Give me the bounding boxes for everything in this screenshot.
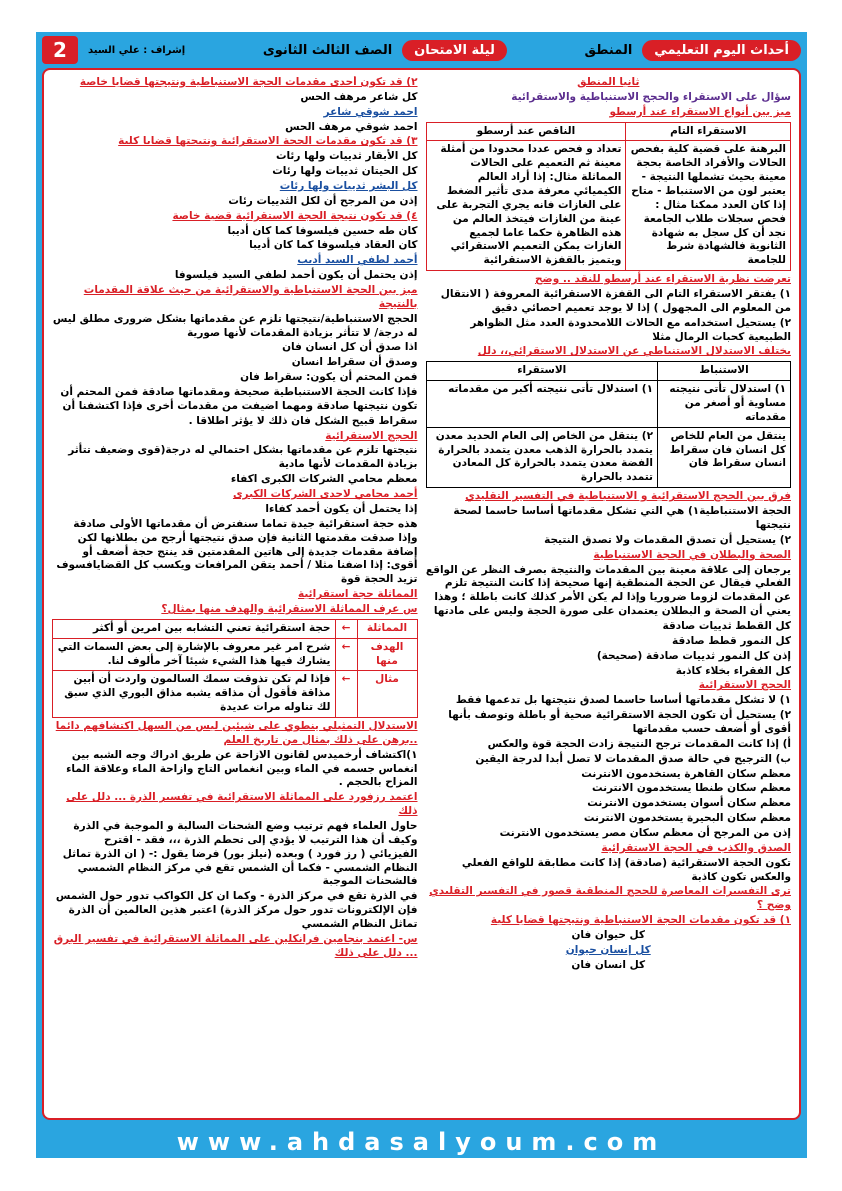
example-line: كل انسان فان	[571, 958, 646, 971]
paragraph: ١)اكتشاف أرخميدس لقانون الازاحة عن طريق ادراك وجه الشبه بين انغماس جسمه في الماء وبين انغماس التاج وازاحة الماء وعلاقة الماء المزاح بالحجم .	[66, 748, 418, 789]
section-subtitle: الحجج الاستقرائية	[325, 429, 418, 442]
example-line: كل القطط ثدييات صادقة	[662, 619, 791, 632]
question-heading: سؤال على الاستقراء والحجج الاستنباطية والاستقرائية	[511, 90, 791, 103]
table-header: الاستنباط	[657, 362, 790, 381]
paragraph: ١) لا تشكل مقدماتها أساسا حاسما لصدق نتيجتها بل تدعمها فقط	[455, 694, 791, 707]
diff2-title: فرق بين الحجج الاستقرائية و الاستنباطية في التفسير التقليدي	[465, 490, 791, 503]
analogy-table	[52, 619, 418, 718]
table-cell: ٢) ينتقل من الخاص إلى العام الحديد معدن يتمدد بالحرارة الذهب معدن يتمدد بالحرارة الفضة معدن يتمدد بالحرارة كل المعادن تتمدد بالحرارة	[426, 427, 657, 487]
paragraph: ب) الترجيح في حالة صدق المقدمات لا تصل أبدا لدرجة اليقين	[475, 752, 791, 765]
paragraph: فإذا كانت الحجة الاستنباطية صحيحة ومقدماتها صادقة فمن المحتم أن تكون نتيجتها صادقة ومهما اضيفت من مقدمات أخرى فإذا اكتشفنا أن	[60, 386, 418, 412]
modern-question: ترى التفسيرات المعاصرة للحجج المنطقية قصور في التفسير التقليدي وضح ؟	[429, 885, 791, 912]
paragraph: في الذرة تقع في مركز الذرة - وكما ان كل الكواكب تدور حول الشمس فإن الإلكترونات تدور حول مركز الذرة) اعتبر هذين العالمين أن الذرة تماثل النظام الشمسي	[55, 890, 418, 930]
paragraph: حاول العلماء فهم ترتيب وضع الشحنات السالبة و الموجبة في الذرة وكيف أن هذا الترتيب لا يؤدي إلى تحطم الذرة ،،، فقد - اقترح الفيزيائي ( رز فورد ) وبعده (نيلز بور) فرضا يقول :- ( ان الذرة تماثل النظام الشمسي - فكما أن الشمس تقع في مركز النظام الشمسي فالشحنات الموجبة	[62, 819, 418, 888]
validity-title: الصحة والبطلان في الحجة الاستنباطية	[593, 548, 791, 561]
example-line: معظم سكان طنطا يستخدمون الانترنت	[591, 782, 791, 795]
paragraph: سقراط قبيح الشكل فان ذلك لا يؤثر اطلاقا .	[188, 414, 418, 427]
arrow-icon: ←	[335, 671, 357, 718]
table-cell: البرهنة على قضية كلية بفحص الحالات والأفراد الخاصة بحجة معينة بحيث تشملها النتيجة - يعتبر لون من الاستنباط - متاح إذا كان العدد ممكنا مثال : فحص سجلات طلاب الجامعة نجد أن كل سجل به شهادة الثانوية فالشهادة شرط للجامعة	[626, 141, 791, 271]
header-left-group	[42, 36, 185, 64]
paragraph: ٢) يستحيل أن تصدق المقدمات ولا تصدق النتيجة	[544, 533, 791, 546]
example-line: إذن من المرجح أن معظم سكان مصر يستخدمون الانترنت	[499, 826, 791, 839]
paragraph: هذه حجة استقرائية جيدة تماما سنفترض أن مقدماتها الأولى صادقة وإذا صدقت مقدمتها الثانية فإن صدق نتيجتها أرجح من بطلانها لكن إضافة مقدمات جديدة إلى هاتين المقدمتين قد ينتج حجة أضعف أو أقوى: إذا اضفنا مثلا / أحمد يتقن المرافعات ويكسب كل القضايافسوف تزيد الحجة قوة	[56, 517, 418, 586]
example-line: إذا يحتمل أن يكون أحمد كفاءا	[265, 502, 418, 515]
exam-night-badge: ليلة الامتحان	[402, 40, 507, 61]
paragraph: تكون الحجة الاستقرائية (صادقة) إذا كانت مطابقة للواقع الفعلي والعكس تكون كاذبة	[461, 856, 791, 883]
example-line: إذن كل النمور ثدييات صادقة (صحيحة)	[596, 649, 791, 662]
example-line: معظم محامي الشركات الكبرى اكفاء	[230, 473, 418, 486]
table-header: الاستقراء التام	[626, 122, 791, 141]
table-header: الاستقراء	[426, 362, 657, 381]
example-line: إذن يحتمل أن يكون أحمد لطفي السيد فيلسوفا	[174, 269, 418, 282]
paragraph: يرجعان إلى علاقة معينة بين المقدمات والنتيجة بصرف النظر عن الواقع الفعلي فيقال عن الحجة المنطقية إنها صحيحة إذا كانت النتيجة تلزم عن المقدمات لزوما ضروريا وإذا لم يكن الأمر كذلك كانت باطلة ؛ وهذا يعني أن الصحة و البطلان يعتمدان على صورة الحجة وليس على مادتها	[425, 563, 791, 618]
right-column	[426, 76, 792, 1112]
subject-label: المنطق	[584, 42, 633, 58]
example-line: كل الفقراء بخلاء كاذبة	[675, 664, 791, 677]
table-cell: ينتقل من العام للخاص كل انسان فان سقراط انسان سقراط فان	[657, 427, 790, 487]
example-line: وصدق أن سقراط انسان	[291, 356, 418, 369]
example-line: معظم سكان أسوان يستخدمون الانترنت	[587, 797, 791, 810]
example-line: كل إنسان حيوان	[565, 943, 651, 956]
example-line: كل شاعر مرهف الحس	[300, 90, 418, 103]
brand-label: أحداث اليوم التعليمي	[642, 40, 801, 61]
example-line: كل حيوان فان	[571, 928, 646, 941]
point-title: ٤) قد تكون نتيجة الحجة الاستقرائية قضية خاصة	[172, 209, 418, 222]
induction-table	[426, 122, 792, 272]
question-title: ميز بين الحجة الاستنباطية والاستقرائية من حيث علاقة المقدمات بالنتيجة	[83, 284, 418, 310]
page-header	[36, 32, 807, 68]
newspaper-page	[36, 32, 807, 1158]
example-line: كان العقاد فيلسوفا كما كان أديبا	[249, 239, 418, 252]
section-subtitle: المماثلة حجة استقرائية	[298, 588, 418, 601]
example-line: إذن من المرجح أن لكل الثدييات رئات	[228, 194, 418, 207]
table-cell: ١) استدلال تأتى نتيجته أكبر من مقدماته	[426, 381, 657, 428]
arrow-icon: ←	[335, 619, 357, 638]
question-title: س- اعتمد بنجامين فرانكلين على المماثلة الاستقرائية في تفسير البرق ... دلل على ذلك	[53, 932, 418, 959]
paragraph: الحجة الاستنباطية١) هي التي تشكل مقدماتها أساسا حاسما لصحة نتيجتها	[453, 505, 791, 531]
supervisor-label: إشراف : علي السيد	[88, 44, 186, 56]
page-number: 2	[42, 36, 78, 64]
paragraph: ١) يفتقر الاستقراء التام الى القفزة الاستقرائية المعروفة ( الانتقال من المعلوم الى المجهول ) إذا لا يوجد تعميم احصائي دقيق	[440, 288, 791, 314]
arrow-icon: ←	[335, 638, 357, 671]
question-title: اعتمد رزفورد على المماثلة الاستقرائية في تفسير الذرة ... دلل على ذلك	[66, 791, 418, 818]
paragraph: ٢) يستحيل استخدامه مع الحالات اللامحدودة العدد مثل الظواهر الطبيعية كحبات الرمال مثلا	[470, 316, 791, 343]
question-title: س عرف المماثلة الاستقرائية والهدف منها بمثال؟	[161, 602, 418, 615]
table-cell: تعداد و فحص عددا محدودا من أمثلة معينة ثم التعميم على الحالات المماثلة مثال: إذا أراد العالم الكيميائي معرفة مدى تأثير الضغط على الغازات فانه يجري التجربة على عينة من الغازات فيتخذ العالم من هذه الظاهرة حكما عاما لجميع الغازات يمكن التعميم الاستقرائي ويتميز بالقفزة الاستقرائية	[426, 141, 626, 271]
example-line: احمد شوقي شاعر	[323, 105, 418, 118]
example-line: كل النمور قطط صادقة	[671, 634, 791, 647]
paragraph: نتيجتها تلزم عن مقدماتها بشكل احتمالي له درجة(قوى وضعيف تتأثر بزيادة المقدمات لأنها مادية	[68, 444, 418, 471]
table-header: الهدف منها	[357, 638, 417, 671]
paragraph: ٢) يستحيل أن تكون الحجة الاستقرائية صحية أو باطلة وتوصف بأنها أقوى أو أضعف حسب مقدماتها	[448, 709, 791, 735]
table-cell: فإذا لم تكن تذوقت سمك السالمون واردت أن أبين مذاقة فأقول أن مذاقه يشبه مذاق البوري الذي سبق لك تناوله مرات عديدة	[53, 671, 336, 718]
grade-label: الصف الثالث الثانوى	[262, 42, 393, 58]
question-sub: ميز بين أنواع الاستقراء عند أرسطو	[609, 105, 791, 118]
inductive-title: الحجج الاستقرائية	[698, 679, 791, 692]
paragraph: الحجج الاستنباطية/نتيجتها تلزم عن مقدماتها بشكل ضرورى مطلق ليس له درجة/ لا تتأثر بزيادة المقدمات لأنها صورية	[52, 312, 418, 339]
example-line: احمد شوقي مرهف الحس	[285, 120, 418, 133]
example-line: اذا صدق أن كل انسان فان	[282, 341, 418, 354]
table-header: المماثلة	[357, 619, 417, 638]
point-title: ٢) قد تكون أحدى مقدمات الحجة الاستنباطية ونتيجتها قضايا خاصة	[79, 76, 418, 88]
example-line: كان طه حسين فيلسوفا كما كان أديبا	[227, 224, 418, 237]
website-footer[interactable]: www.ahdasalyoum.com	[176, 1128, 667, 1156]
example-line: أحمد محامي لاحدى الشركات الكبرى	[232, 488, 418, 501]
diff-title: يختلف الاستدلال الاستنباطي عن الاستدلال الاستقرائي،، دلل	[477, 345, 791, 358]
example-line: كل الحيتان ثدييات ولها رئات	[272, 165, 418, 178]
deduction-induction-table	[426, 361, 792, 488]
question-title: الاستدلال التمثيلي ينطوي على شيئين ليس من السهل اكتشافهم دائما ..برهن على ذلك بمثال من تاريخ العلم	[55, 719, 418, 746]
modern-point: ١) قد تكون مقدمات الحجة الاستنباطية ونتيجتها قضايا كلية	[490, 914, 791, 927]
left-column	[52, 76, 418, 1112]
example-line: معظم سكان البحيرة يستخدمون الانترنت	[583, 812, 791, 825]
header-right-group	[585, 40, 801, 61]
table-cell: شرح امر غير معروف بالإشارة إلى بعض السمات التي يشارك فيها هذا الشيء شيئا آخر مألوف لنا.	[53, 638, 336, 671]
example-line: كل الأبقار ثدييات ولها رئات	[275, 150, 418, 163]
example-line: معظم سكان القاهرة يستخدمون الانترنت	[581, 767, 791, 780]
example-line: أحمد لطفي السيد أديب	[297, 254, 418, 267]
table-header: الناقص عند أرسطو	[426, 122, 626, 141]
content-area	[42, 68, 801, 1120]
example-line: كل البشر ثدييات ولها رئات	[279, 180, 418, 193]
section-title: ثانيا المنطق	[577, 76, 640, 88]
table-cell: ١) استدلال تأتى نتيجته مساوية أو أصغر من مقدماته	[657, 381, 790, 428]
point-title: ٣) قد تكون مقدمات الحجة الاستقرائية ونتيجتها قضايا كلية	[118, 135, 418, 148]
example-line: فمن المحتم أن يكون: سقراط فان	[240, 371, 418, 384]
critique-title: تعرضت نظرية الاستقراء عند أرسطو للنقد .. وضح	[534, 273, 791, 286]
table-cell: حجة استقرائية تعني التشابه بين امرين أو أكثر	[53, 619, 336, 638]
truth-title: الصدق والكذب في الحجة الاستقرائية	[601, 841, 791, 854]
header-center-group	[263, 40, 507, 61]
table-header: مثال	[357, 671, 417, 718]
paragraph: أ) إذا كانت المقدمات ترجح النتيجة زادت الحجة قوة والعكس	[487, 737, 791, 750]
